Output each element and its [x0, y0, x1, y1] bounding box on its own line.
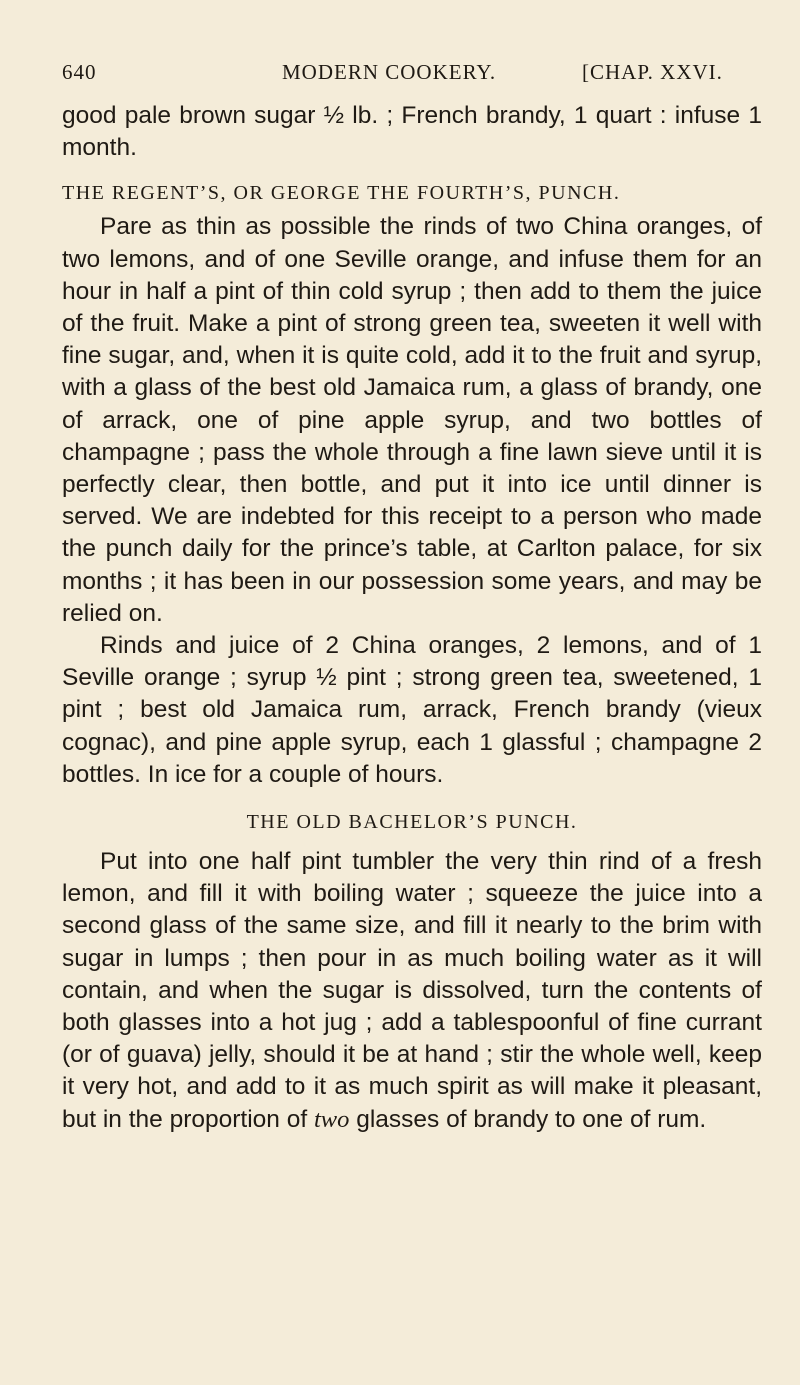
- section-heading-regents-punch: THE REGENT’S, OR GEORGE THE FOURTH’S, PUNCH.: [62, 182, 621, 205]
- running-head: [62, 60, 762, 100]
- section-heading-bachelors-punch: THE OLD BACHELOR’S PUNCH.: [246, 811, 578, 834]
- regents-punch-paragraph-2: Rinds and juice of 2 China oranges, 2 lemons, and of 1 Seville orange ; syrup ½ pint ; strong green tea, sweetened, 1 pint ; best old Jamaica rum, arrack, French brandy (vieux cognac), and pine apple syrup, each 1 glassful ; champagne 2 bottles. In ice for a couple of hours.: [62, 632, 762, 788]
- paragraph-text-start: Put into one half pint tumbler the very thin rind of a fresh lemon, and fill it with boiling water ; squeeze the juice into a second glass of the same size, and fill it nearly to the brim with sugar in lumps ; then pour in as much boiling water as it will contain, and when the sugar is dissolved, turn the contents of both glasses into a hot jug ; add a tablespoonful of fine currant (or of guava) jelly, should it be at hand ; stir the whole well, keep it very hot, and add to it as much spirit as will make it pleasant, but in the proportion of: [62, 848, 762, 1133]
- book-page: [62, 60, 762, 1136]
- page-number: 640: [62, 60, 97, 84]
- paragraph-text-end: glasses of brandy to one of rum.: [356, 1105, 707, 1133]
- bachelors-punch-paragraph: [62, 846, 762, 1136]
- regents-punch-paragraph-1: Pare as thin as possible the rinds of two China oranges, of two lemons, and of one Seville orange, and infuse them for an hour in half a pint of thin cold syrup ; then add to them the juice of the fruit. Make a pint of strong green tea, sweeten it well with fine sugar, and, when it is quite cold, add it to the fruit and syrup, with a glass of the best old Jamaica rum, a glass of brandy, one of arrack, one of pine apple syrup, and two bottles of champagne ; pass the whole through a fine lawn sieve until it is perfectly clear, then bottle, and put it into ice until dinner is served. We are indebted for this receipt to a person who made the punch daily for the prince’s table, at Carlton palace, for six months ; it has been in our possession some years, and may be relied on.: [62, 213, 762, 627]
- chapter-label: [CHAP. XXVI.: [582, 60, 723, 84]
- intro-paragraph: good pale brown sugar ½ lb. ; French brandy, 1 quart : infuse 1 month.: [62, 102, 762, 162]
- emphasis-word: two: [313, 1105, 350, 1133]
- book-title: MODERN COOKERY.: [282, 60, 497, 84]
